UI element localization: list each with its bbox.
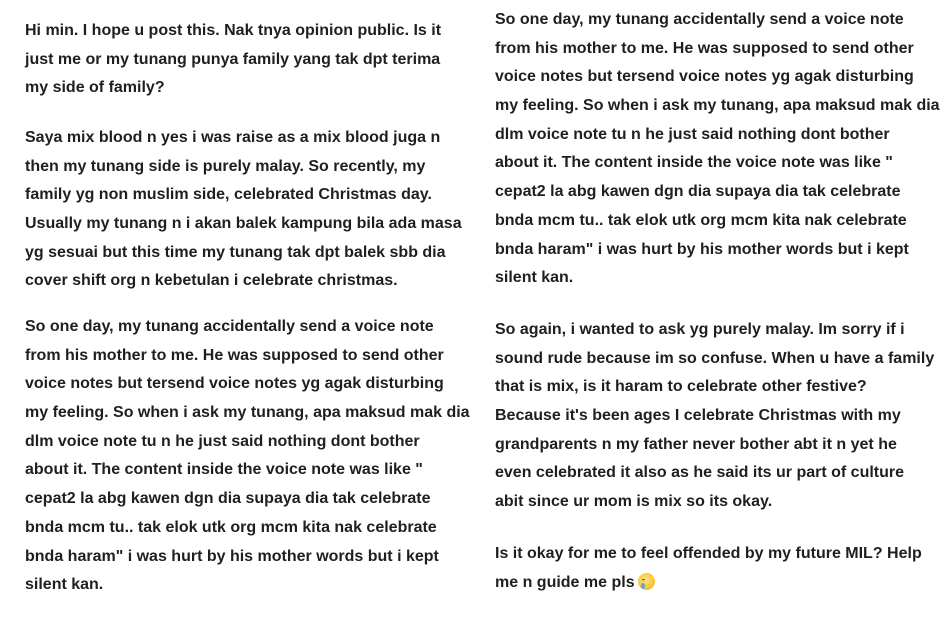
text-line: Is it okay for me to feel offended by my future MIL? Help xyxy=(495,545,922,562)
text-line: just me or my tunang punya family yang tak dpt terima xyxy=(25,50,441,68)
text-line: from his mother to me. He was supposed to send other xyxy=(25,346,444,364)
text-line: my side of family? xyxy=(25,79,165,97)
text-line: voice notes but tersend voice notes yg agak disturbing xyxy=(495,68,914,86)
paragraph-intro xyxy=(25,17,441,103)
text-line: Usually my tunang n i akan balek kampung bila ada masa xyxy=(25,215,462,233)
text-line: that is mix, is it haram to celebrate other festive? xyxy=(495,378,867,396)
right-text-panel xyxy=(470,0,950,620)
text-line: cepat2 la abg kawen dgn dia supaya dia tak celebrate xyxy=(25,490,431,508)
text-line: my feeling. So when i ask my tunang, apa maksud mak dia xyxy=(495,97,940,115)
text-line: bnda mcm tu.. tak elok utk org mcm kita nak celebrate xyxy=(495,211,907,229)
paragraph-voice-note xyxy=(25,313,470,600)
text-line: then my tunang side is purely malay. So recently, my xyxy=(25,157,426,175)
text-line: abit since ur mom is mix so its okay. xyxy=(495,493,773,511)
text-line: So again, i wanted to ask yg purely malay. Im sorry if i xyxy=(495,321,905,338)
text-line: dlm voice note tu n he just said nothing dont bother xyxy=(495,125,890,143)
text-line: cepat2 la abg kawen dgn dia supaya dia tak celebrate xyxy=(495,183,901,201)
paragraph-question xyxy=(495,316,934,517)
text-line: silent kan. xyxy=(25,576,104,594)
paragraph-closing xyxy=(495,540,922,597)
text-line: yg sesuai but this time my tunang tak dpt balek sbb dia xyxy=(25,243,446,261)
paragraph-background xyxy=(25,124,462,296)
text-line: from his mother to me. He was supposed to send other xyxy=(495,39,914,57)
left-text-panel xyxy=(0,0,470,620)
text-line: bnda haram" i was hurt by his mother words but i kept xyxy=(495,240,909,258)
text-line: So one day, my tunang accidentally send a voice note xyxy=(495,11,904,28)
text-line: bnda mcm tu.. tak elok utk org mcm kita nak celebrate xyxy=(25,518,437,536)
text-line: my feeling. So when i ask my tunang, apa maksud mak dia xyxy=(25,404,470,422)
text-line: dlm voice note tu n he just said nothing dont bother xyxy=(25,432,420,450)
text-line: bnda haram" i was hurt by his mother words but i kept xyxy=(25,547,439,565)
paragraph-voice-note xyxy=(495,6,940,293)
text-line: me n guide me pls xyxy=(495,573,635,591)
text-line: family yg non muslim side, celebrated Christmas day. xyxy=(25,186,432,204)
text-line: sound rude because im so confuse. When u have a family xyxy=(495,349,935,367)
text-line: Saya mix blood n yes i was raise as a mix blood juga n xyxy=(25,129,441,146)
text-line: voice notes but tersend voice notes yg agak disturbing xyxy=(25,375,444,393)
text-line: about it. The content inside the voice note was like " xyxy=(25,461,423,479)
text-line-with-emoji xyxy=(495,569,922,598)
text-line: Hi min. I hope u post this. Nak tnya opinion public. Is it xyxy=(25,22,442,39)
text-line: Because it's been ages I celebrate Christmas with my xyxy=(495,407,901,425)
text-line: cover shift org n kebetulan i celebrate christmas. xyxy=(25,272,398,290)
smiling-face-with-tear-icon xyxy=(638,573,655,590)
text-line: even celebrated it also as he said its ur part of culture xyxy=(495,464,905,482)
text-line: silent kan. xyxy=(495,269,574,287)
text-line: So one day, my tunang accidentally send a voice note xyxy=(25,318,434,335)
text-line: grandparents n my father never bother abt it n yet he xyxy=(495,435,897,453)
text-line: about it. The content inside the voice note was like " xyxy=(495,154,893,172)
